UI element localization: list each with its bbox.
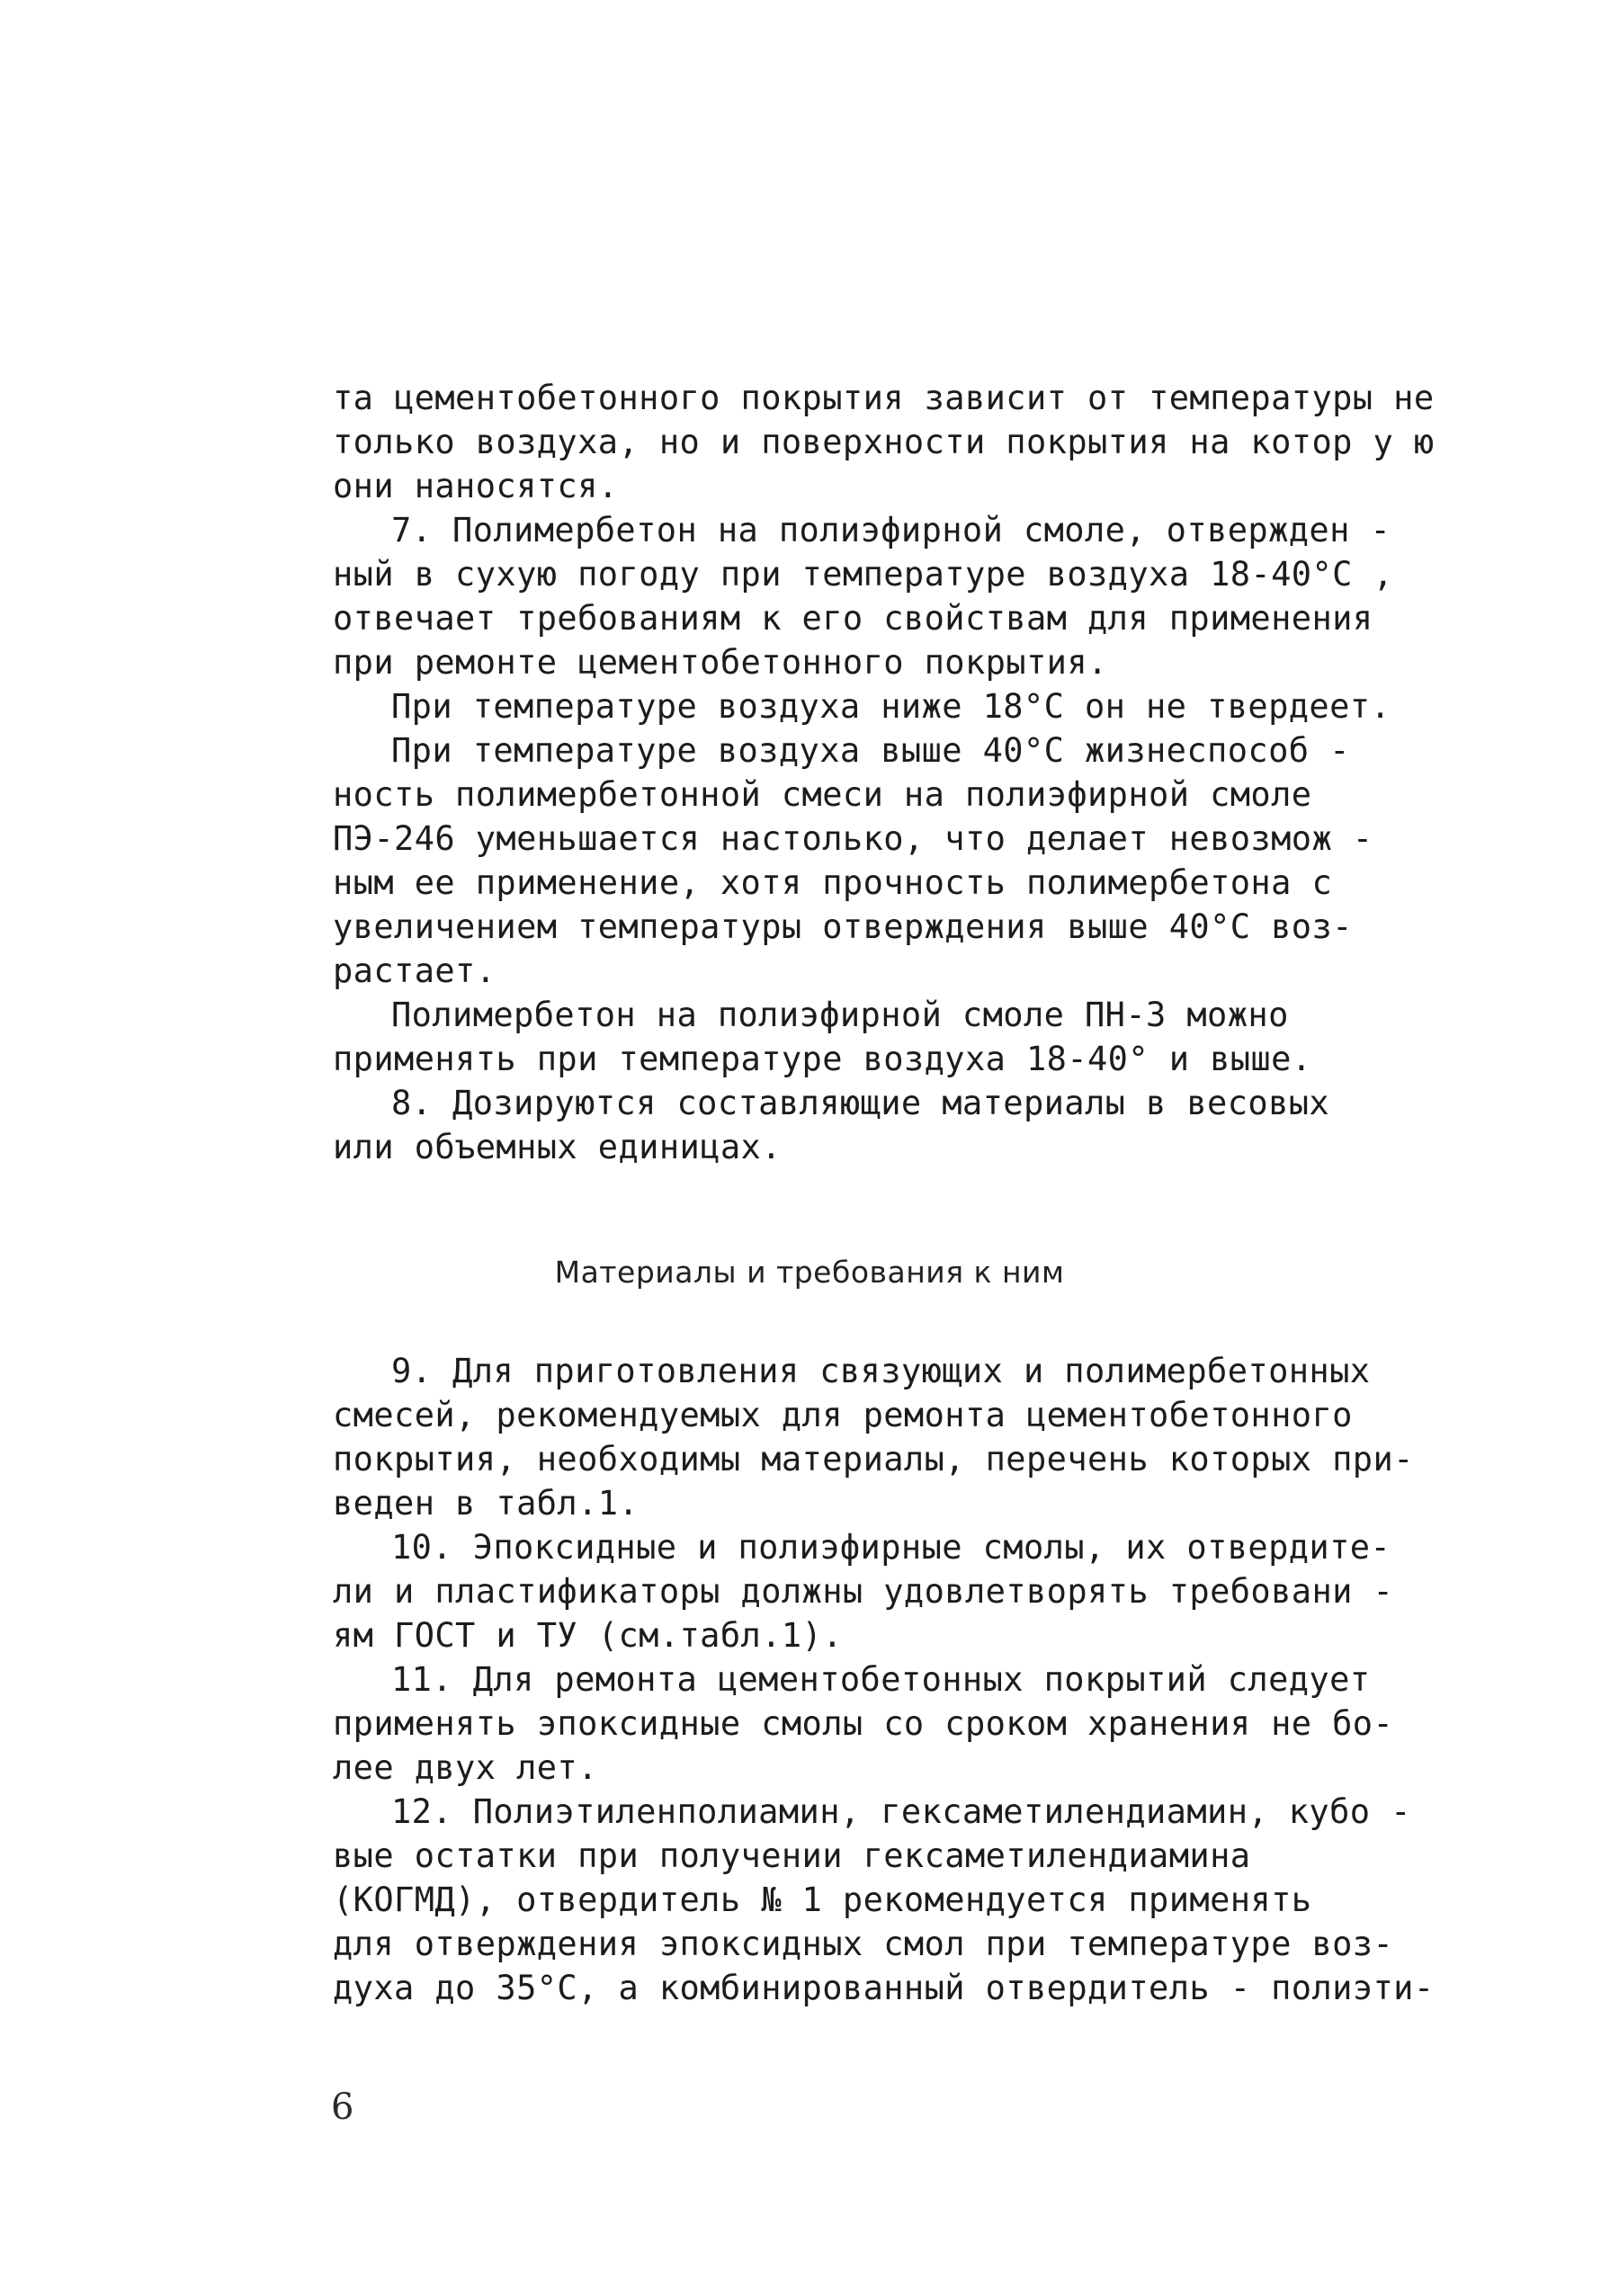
text-line: 12. Полиэтиленполиамин, гексаметилендиамин, кубо - bbox=[391, 1792, 1411, 1831]
text-line: (КОГМД), отвердитель № 1 рекомендуется применять bbox=[333, 1881, 1312, 1919]
paragraph-7 bbox=[333, 508, 1493, 684]
page-number: 6 bbox=[331, 2086, 354, 2128]
text-line: веден в табл.1. bbox=[333, 1484, 640, 1523]
text-line: та цементобетонного покрытия зависит от температуры не bbox=[333, 379, 1435, 417]
text-line: ПЭ-246 уменьшается настолько, что делает невозмож - bbox=[333, 819, 1373, 858]
text-line: При температуре воздуха ниже 18°С он не твердеет. bbox=[391, 687, 1391, 726]
text-block-upper bbox=[333, 376, 1493, 1169]
text-line: применять при температуре воздуха 18-40° и выше. bbox=[333, 1040, 1312, 1078]
text-line: применять эпоксидные смолы со сроком хранения не бо- bbox=[333, 1704, 1394, 1743]
text-line: смесей, рекомендуемых для ремонта цементобетонного bbox=[333, 1396, 1353, 1434]
paragraph-11 bbox=[333, 1657, 1493, 1790]
paragraph-below-18 bbox=[333, 684, 1493, 728]
text-line: вые остатки при получении гексаметилендиамина bbox=[333, 1836, 1251, 1875]
text-line: растает. bbox=[333, 951, 496, 990]
text-line: 10. Эпоксидные и полиэфирные смолы, их отвердите- bbox=[391, 1528, 1391, 1567]
paragraph-pn3 bbox=[333, 993, 1493, 1081]
paragraph-10 bbox=[333, 1525, 1493, 1657]
section-heading: Материалы и требования к ним bbox=[554, 1255, 1065, 1290]
text-line: ный в сухую погоду при температуре воздуха 18-40°С , bbox=[333, 555, 1394, 594]
text-line: духа до 35°С, а комбинированный отвердитель - полиэти- bbox=[333, 1969, 1435, 2007]
text-line: 11. Для ремонта цементобетонных покрытий следует bbox=[391, 1660, 1371, 1699]
text-line: 7. Полимербетон на полиэфирной смоле, отвержден - bbox=[391, 511, 1391, 549]
text-line: лее двух лет. bbox=[333, 1748, 598, 1787]
text-line: ность полимербетонной смеси на полиэфирной смоле bbox=[333, 775, 1312, 814]
text-line: 8. Дозируются составляющие материалы в весовых bbox=[391, 1084, 1330, 1122]
text-line: отвечает требованиям к его свойствам для применения bbox=[333, 599, 1373, 638]
paragraph-9 bbox=[333, 1349, 1493, 1525]
text-line: при ремонте цементобетонного покрытия. bbox=[333, 643, 1108, 682]
text-line: покрытия, необходимы материалы, перечень которых при- bbox=[333, 1440, 1414, 1479]
text-line: увеличением температуры отверждения выше 40°С воз- bbox=[333, 907, 1353, 946]
text-line: ли и пластификаторы должны удовлетворять требовани - bbox=[333, 1572, 1394, 1611]
paragraph-8 bbox=[333, 1081, 1493, 1169]
text-line: 9. Для приготовления связующих и полимербетонных bbox=[391, 1352, 1371, 1390]
text-line: только воздуха, но и поверхности покрытия на котор у ю bbox=[333, 423, 1435, 461]
text-line: ным ее применение, хотя прочность полимербетона с bbox=[333, 863, 1333, 902]
text-block-lower bbox=[333, 1349, 1493, 2010]
text-line: или объемных единицах. bbox=[333, 1128, 782, 1166]
text-line: ям ГОСТ и ТУ (см.табл.1). bbox=[333, 1616, 843, 1655]
paragraph-continuation bbox=[333, 376, 1493, 508]
text-line: При температуре воздуха выше 40°С жизнеспособ - bbox=[391, 731, 1350, 770]
text-line: Полимербетон на полиэфирной смоле ПН-3 можно bbox=[391, 996, 1289, 1034]
text-line: для отверждения эпоксидных смол при температуре воз- bbox=[333, 1925, 1394, 1963]
paragraph-12 bbox=[333, 1790, 1493, 2010]
paragraph-above-40 bbox=[333, 728, 1493, 993]
text-line: они наносятся. bbox=[333, 467, 619, 505]
